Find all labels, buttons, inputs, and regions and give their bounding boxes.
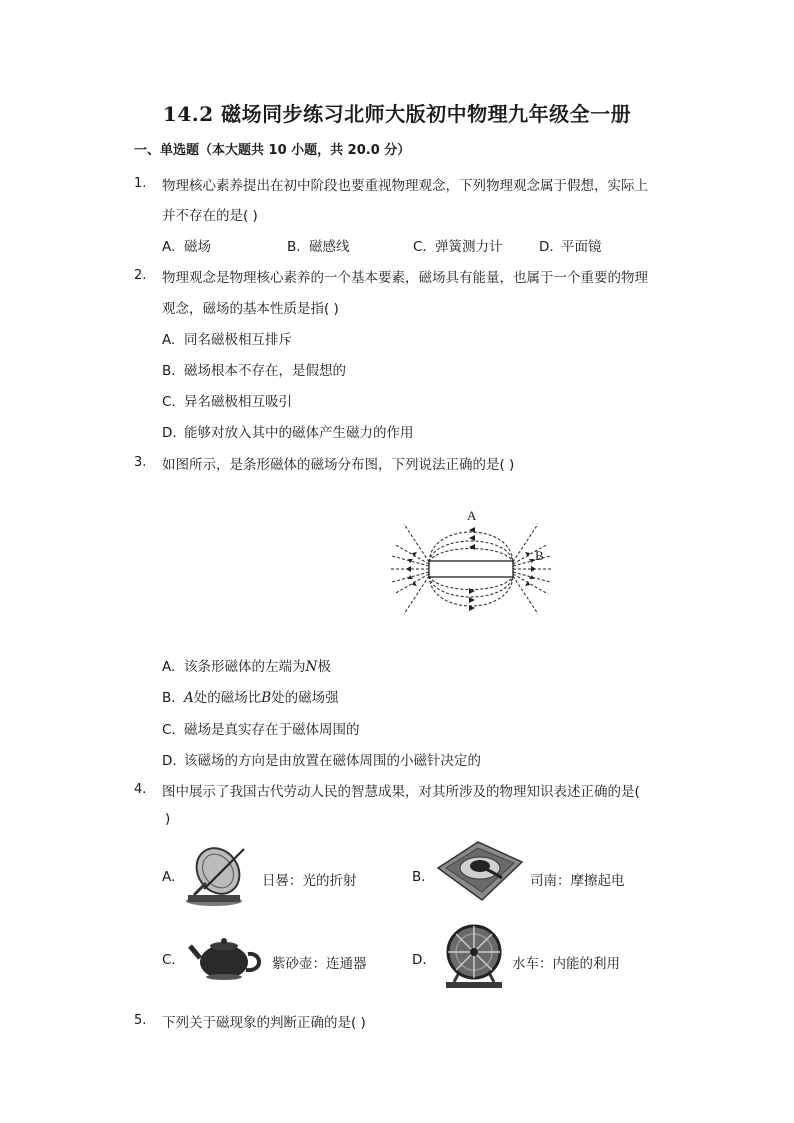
question-2-option-d[interactable] bbox=[162, 421, 414, 441]
question-2-number: 2. bbox=[134, 268, 147, 283]
question-3-option-a[interactable] bbox=[162, 655, 331, 675]
option-variable-b: B bbox=[261, 690, 272, 706]
question-4-line-2: ) bbox=[165, 811, 171, 827]
field-line bbox=[429, 576, 513, 590]
question-3-option-c[interactable] bbox=[162, 718, 360, 738]
option-letter: B. bbox=[162, 690, 176, 706]
sinan-compass-image bbox=[434, 838, 524, 906]
option-variable: N bbox=[305, 659, 318, 675]
field-line bbox=[429, 576, 513, 597]
question-3-option-d[interactable] bbox=[162, 749, 481, 769]
question-2-line-2: 观念，磁场的基本性质是指( ) bbox=[162, 301, 339, 317]
field-line bbox=[513, 576, 538, 614]
option-text: 磁场 bbox=[184, 239, 211, 255]
teapot-image bbox=[188, 932, 266, 982]
field-line bbox=[429, 549, 513, 563]
option-text: 异名磁极相互吸引 bbox=[184, 394, 292, 410]
question-4-line-1: 图中展示了我国古代劳动人民的智慧成果，对其所涉及的物理知识表述正确的是( bbox=[162, 784, 640, 800]
question-4-option-c-letter[interactable]: C. bbox=[162, 952, 176, 968]
question-4-option-b-text: 司南：摩擦起电 bbox=[530, 873, 625, 889]
label-b: B bbox=[535, 548, 544, 563]
option-letter: D. bbox=[539, 239, 554, 255]
option-text: 磁场是真实存在于磁体周围的 bbox=[184, 722, 360, 738]
question-4-option-d-text: 水车：内能的利用 bbox=[512, 956, 620, 972]
question-2-option-a[interactable] bbox=[162, 328, 292, 348]
option-letter: C. bbox=[413, 239, 427, 255]
question-1-option-d[interactable] bbox=[539, 235, 602, 255]
question-5-number: 5. bbox=[134, 1013, 147, 1028]
water-wheel-image bbox=[440, 920, 506, 992]
question-1-option-c[interactable] bbox=[413, 235, 503, 255]
option-letter: B. bbox=[287, 239, 301, 255]
field-line bbox=[429, 541, 513, 562]
option-text: 磁感线 bbox=[309, 239, 350, 255]
option-text: 磁场根本不存在，是假想的 bbox=[184, 363, 346, 379]
field-line bbox=[404, 524, 429, 562]
option-text-post: 极 bbox=[317, 659, 331, 675]
question-1-line-2: 并不存在的是( ) bbox=[162, 208, 258, 224]
question-4-number: 4. bbox=[134, 782, 147, 797]
question-5-line-1: 下列关于磁现象的判断正确的是( ) bbox=[162, 1015, 366, 1031]
option-letter: A. bbox=[162, 332, 176, 348]
question-4-option-a-letter[interactable]: A. bbox=[162, 869, 176, 885]
question-3-number: 3. bbox=[134, 455, 147, 470]
question-3-option-b[interactable] bbox=[162, 686, 339, 706]
question-1-option-b[interactable] bbox=[287, 235, 350, 255]
option-letter: D. bbox=[162, 753, 177, 769]
option-letter: B. bbox=[162, 363, 176, 379]
option-text: 弹簧测力计 bbox=[435, 239, 503, 255]
question-2-option-b[interactable] bbox=[162, 359, 346, 379]
field-line bbox=[404, 576, 429, 614]
question-2-line-1: 物理观念是物理核心素养的一个基本要素，磁场具有能量，也属于一个重要的物理 bbox=[162, 270, 648, 286]
option-text: 平面镜 bbox=[561, 239, 602, 255]
option-letter: A. bbox=[162, 239, 176, 255]
question-4-option-d-letter[interactable]: D. bbox=[412, 952, 427, 968]
question-4-option-a-text: 日晷：光的折射 bbox=[262, 873, 357, 889]
question-1-option-a[interactable] bbox=[162, 235, 211, 255]
sundial-image bbox=[184, 843, 252, 909]
option-text: 该磁场的方向是由放置在磁体周围的小磁针决定的 bbox=[184, 753, 481, 769]
question-1-number: 1. bbox=[134, 176, 147, 191]
page-title: 14.2 磁场同步练习北师大版初中物理九年级全一册 bbox=[162, 102, 632, 126]
question-1-line-1: 物理核心素养提出在初中阶段也要重视物理观念，下列物理观念属于假想，实际上 bbox=[162, 178, 648, 194]
option-letter: D. bbox=[162, 425, 177, 441]
question-2-option-c[interactable] bbox=[162, 390, 292, 410]
label-a: A bbox=[467, 508, 477, 523]
option-letter: C. bbox=[162, 394, 176, 410]
option-variable-a: A bbox=[184, 690, 194, 706]
question-4-option-c-text: 紫砂壶：连通器 bbox=[272, 956, 367, 972]
section-heading: 一、单选题（本大题共 10 小题，共 20.0 分） bbox=[134, 143, 411, 158]
bar-magnet bbox=[429, 561, 513, 577]
bar-magnet-field-figure bbox=[386, 504, 556, 619]
question-3-line-1: 如图所示，是条形磁体的磁场分布图，下列说法正确的是( ) bbox=[162, 457, 515, 473]
option-text-mid: 处的磁场比 bbox=[193, 690, 262, 706]
option-text: 能够对放入其中的磁体产生磁力的作用 bbox=[184, 425, 414, 441]
option-text-pre: 该条形磁体的左端为 bbox=[184, 659, 306, 675]
option-text: 同名磁极相互排斥 bbox=[184, 332, 292, 348]
option-letter: C. bbox=[162, 722, 176, 738]
option-text-post: 处的磁场强 bbox=[271, 690, 339, 706]
option-letter: A. bbox=[162, 659, 176, 675]
question-4-option-b-letter[interactable]: B. bbox=[412, 869, 426, 885]
